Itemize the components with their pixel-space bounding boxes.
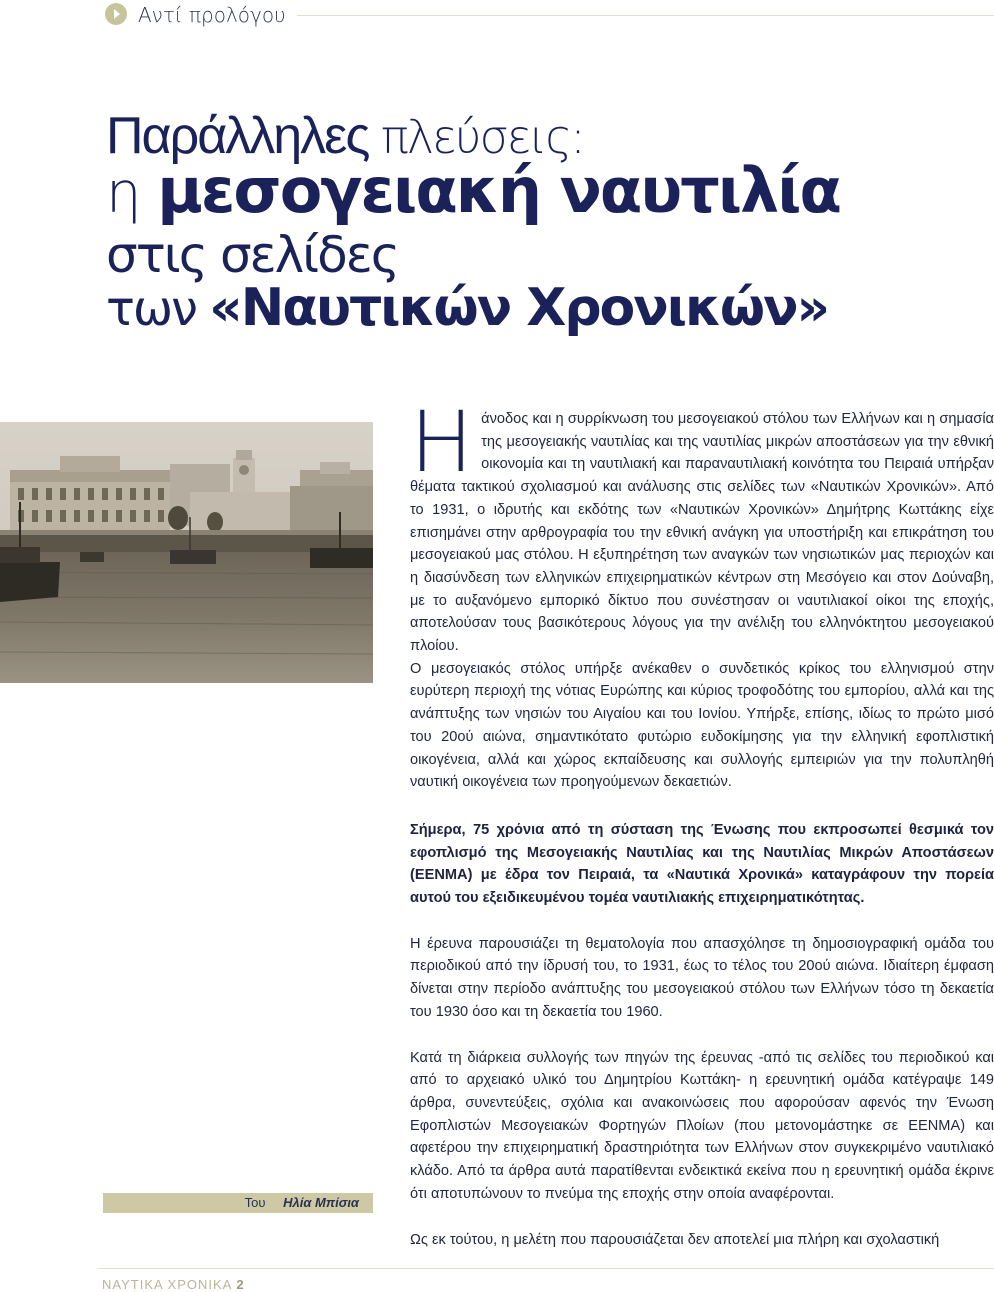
title-word-sailings: πλεύσεις: (368, 110, 584, 164)
page-footer (102, 1277, 245, 1292)
title-word-parallel: Παράλληλες (106, 107, 369, 165)
paragraph-6: Ως εκ τούτου, η μελέτη που παρουσιάζεται δεν αποτελεί μια πλήρη και σχολαστική (410, 1231, 940, 1248)
article-body (410, 393, 994, 1251)
drop-cap: Η (410, 393, 474, 491)
author-byline (103, 1193, 373, 1213)
title-magazine-name: «Ναυτικών Χρονικών» (209, 278, 829, 338)
title-article-2: των (106, 281, 210, 337)
harbor-photo (0, 422, 373, 683)
title-line-3: στις σελίδες (106, 226, 399, 284)
author-prefix: Του (244, 1195, 270, 1210)
footer-divider (98, 1268, 994, 1269)
section-label: Αντί προλόγου (138, 3, 286, 27)
title-emphasis: μεσογειακή ναυτιλία (157, 154, 840, 227)
footer-magazine-name: ΝΑΥΤΙΚΑ ΧΡΟΝΙΚΑ (102, 1277, 233, 1292)
paragraph-intro (410, 393, 994, 658)
title-line-4 (106, 278, 829, 338)
paragraph-intro-text: άνοδος και η συρρίκνωση του μεσογειακού στόλου των Ελλήνων και η σημασία της μεσογειακής ναυτιλίας και της ναυτιλίας μικρών αποστάσεων για την εθνική οικονομία και τη ναυτιλιακή και παραναυτιλιακή κοινότητα του Πειραιά υπήρξαν θέματα τακτικού σχολιασμού και ανάλυσης στις σελίδες των «Ναυτικών Χρονικών». Από το 1931, ο ιδρυτής και εκδότης των «Ναυτικών Χρονικών» Δημήτρης Κωττάκης είχε επισημάνει στην αρθρογραφία του την εθνική ανάγκη για υποστήριξη και επικράτηση του μεσογειακού μας στόλου. Η εξυπηρέτηση των αναγκών των νησιωτικών μας περιοχών και η διασύνδεση των ελληνικών επιχειρηματικών κέντρων στη Μεσόγειο και στον Δούναβη, με το αυξανόμενο εμπορικό δίκτυο που συνέστησαν οι ναυτιλιακοί οίκοι της εποχής, αποτελούσαν τους βασικότερους λόγους για την ανέλιξη του ελληνόκτητου μεσογειακού πλοίου. (410, 411, 994, 655)
paragraph-bold-lead: Σήμερα, 75 χρόνια από τη σύσταση της Ένωσης που εκπροσωπεί θεσμικά τον εφοπλισμό της Μεσογειακής Ναυτιλίας και της Ναυτιλίας Μικρών Αποστάσεων (ΕΕΝΜΑ) με έδρα τον Πειραιά, τα «Ναυτικά Χρονικά» καταγράφουν την πορεία αυτού του εξειδικευμένου τομέα ναυτιλιακής επιχειρηματικότητας. (410, 821, 994, 907)
paragraph-5: Κατά τη διάρκεια συλλογής των πηγών της έρευνας -από τις σελίδες του περιοδικού και από το αρχειακό υλικό του Δημητρίου Κωττάκη- η ερευνητική ομάδα κατέγραψε 149 άρθρα, συνεντεύξεις, σχόλια και ανακοινώσεις που αφορούσαν αφενός την Ένωση Εφοπλιστών Μεσογειακών Φορτηγών Πλοίων (που μετονομάστηκε σε ΕΕΝΜΑ) και αφετέρου την επιχειρηματική δραστηριότητα των Ελλήνων στον συγκεκριμένο ναυτιλιακό κλάδο. Από τα άρθρα αυτά παρατίθενται ενδεικτικά εκείνα που η ερευνητική ομάδα έκρινε ότι αποτυπώνουν το πνεύμα της εποχής στην οποία αναφέρονται. (410, 1049, 994, 1202)
paragraph-4: Η έρευνα παρουσιάζει τη θεματολογία που απασχόλησε τη δημοσιογραφική ομάδα του περιοδικού από την ίδρυσή του, το 1931, έως το τέλος του 20ού αιώνα. Ιδιαίτερη έμφαση δίνεται στην περίοδο ανάπτυξης του μεσογειακού στόλου των Ελλήνων τόσο τη δεκαετία του 1930 όσο και τη δεκαετία του 1960. (410, 935, 994, 1020)
header-divider (297, 15, 994, 16)
title-article: η (106, 161, 158, 226)
title-line-2 (106, 154, 840, 227)
paragraph-2: Ο μεσογειακός στόλος υπήρξε ανέκαθεν ο συνδετικός κρίκος του ελληνισμού στην ευρύτερη περιοχή της νότιας Ευρώπης και κύριος τροφοδότης του εμπορίου, αλλά και της ανάπτυξης των νησιών του Αιγαίου και του Ιονίου. Υπήρξε, επίσης, ιδίως το πρώτο μισό του 20ού αιώνα, σημαντικότατο φυτώριο ευδοκίμησης για την ελληνική εφοπλιστική οικογένεια, αλλά και χώρος εκπαίδευσης και συλλογής εμπειριών για την πολυπληθή ναυτική οικογένεια των προηγούμενων δεκαετιών. (410, 660, 994, 791)
page-number: 2 (236, 1277, 245, 1292)
author-name: Ηλία Μπίσια (283, 1195, 359, 1210)
play-triangle-icon (105, 3, 127, 25)
